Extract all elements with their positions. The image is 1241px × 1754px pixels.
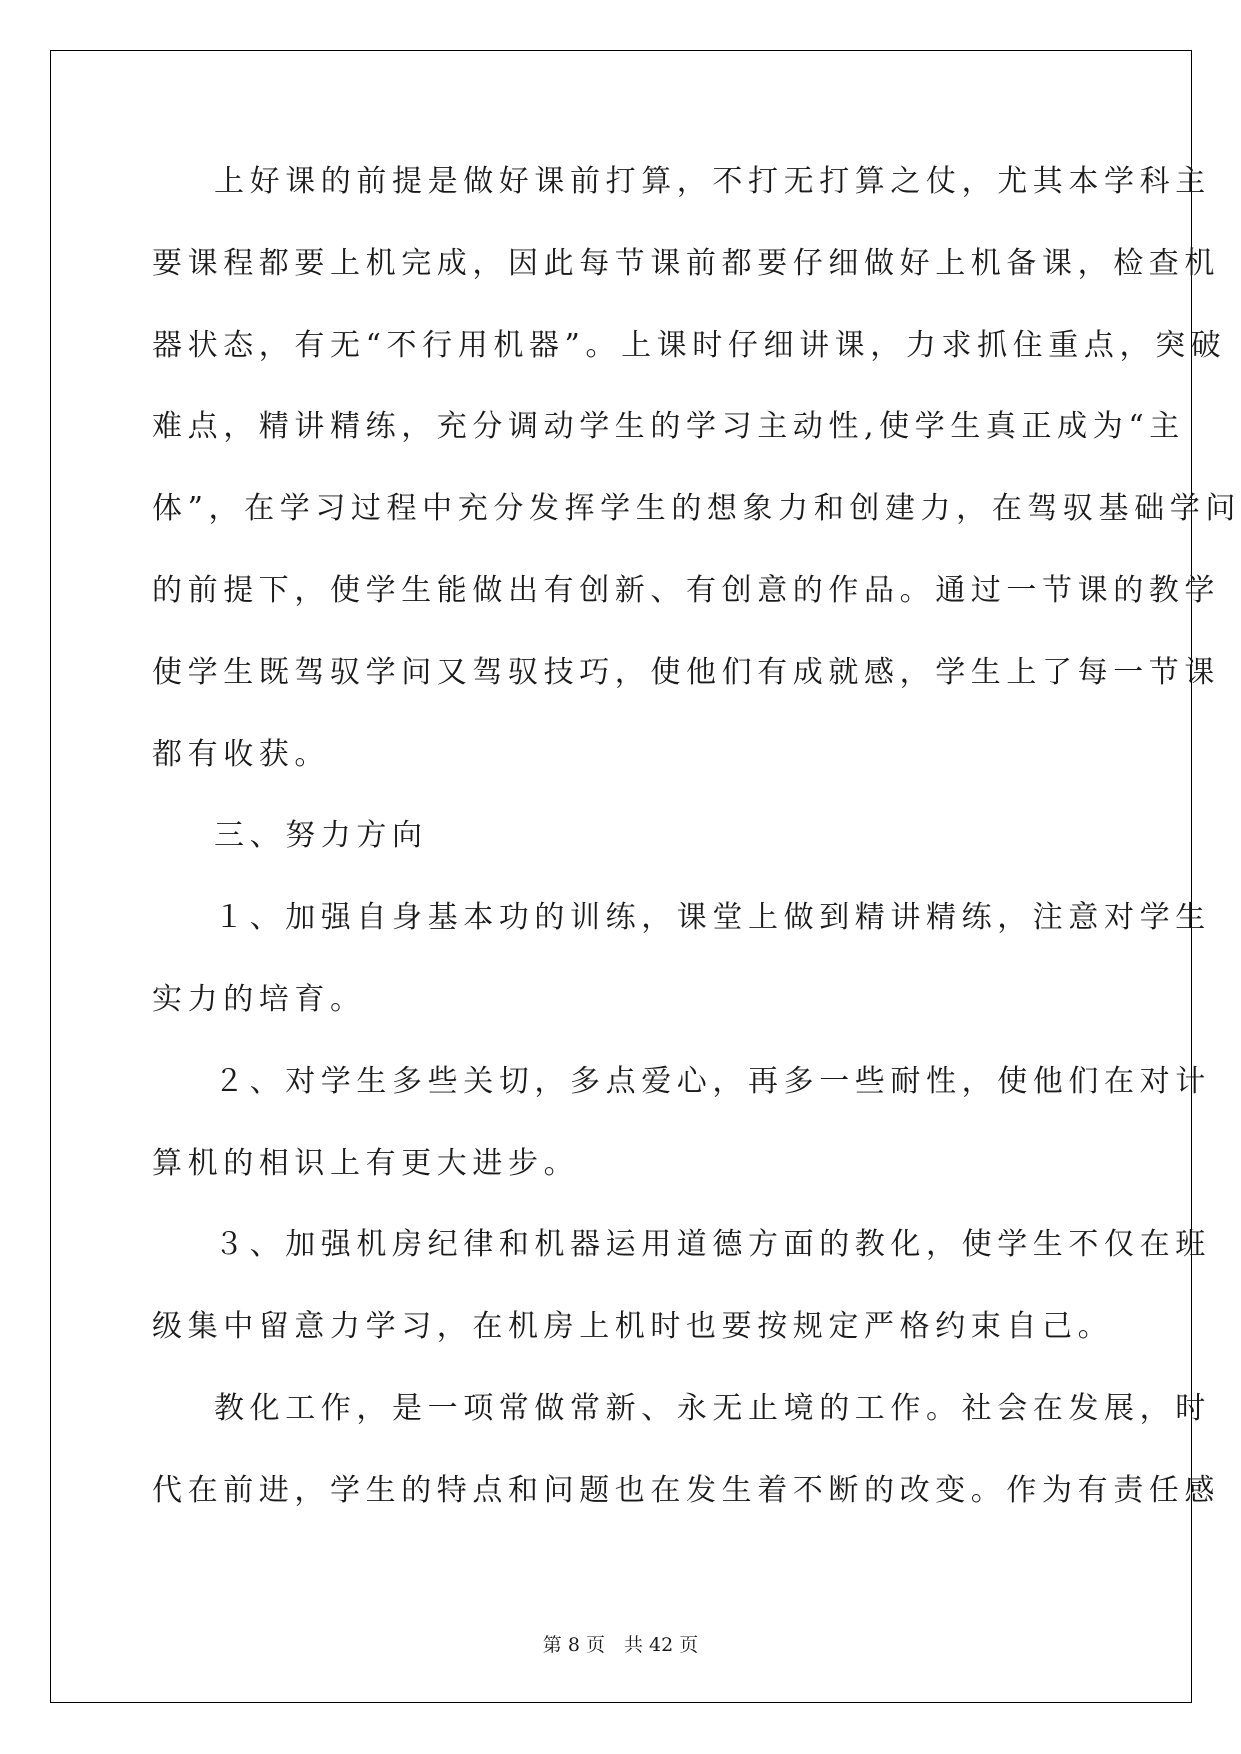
paragraph-line: 要课程都要上机完成，因此每节课前都要仔细做好上机备课，检查机 [152, 245, 1220, 281]
paragraph-line: 体”，在学习过程中充分发挥学生的想象力和创建力，在驾驭基础学问 [152, 491, 1241, 527]
paragraph-line: 都有收获。 [152, 736, 330, 772]
paragraph-line: 难点，精讲精练，充分调动学生的学习主动性,使学生真正成为“主 [152, 409, 1185, 445]
list-item-line: 算机的相识上有更大进步。 [152, 1145, 580, 1181]
paragraph-line: 器状态，有无“不行用机器”。上课时仔细讲课，力求抓住重点，突破 [152, 327, 1227, 363]
page-number-footer: 第 8 页 共 42 页 [542, 1634, 699, 1656]
paragraph-line: 上好课的前提是做好课前打算，不打无打算之仗，尤其本学科主 [214, 164, 1211, 199]
paragraph-line: 代在前进，学生的特点和问题也在发生着不断的改变。作为有责任感 [152, 1472, 1220, 1508]
list-item-line: 级集中留意力学习，在机房上机时也要按规定严格约束自己。 [152, 1309, 1114, 1345]
paragraph-line: 的前提下，使学生能做出有创新、有创意的作品。通过一节课的教学 [152, 572, 1220, 608]
list-item-line: ２、对学生多些关切，多点爱心，再多一些耐性，使他们在对计 [214, 1063, 1211, 1099]
list-item-line: １、加强自身基本功的训练，课堂上做到精讲精练，注意对学生 [214, 900, 1211, 936]
document-body [152, 162, 1241, 1553]
list-item-line: 实力的培育。 [152, 981, 366, 1017]
paragraph-line: 使学生既驾驭学问又驾驭技巧，使他们有成就感，学生上了每一节课 [152, 654, 1220, 690]
paragraph-line: 教化工作，是一项常做常新、永无止境的工作。社会在发展，时 [214, 1390, 1211, 1426]
list-item-line: ３、加强机房纪律和机器运用道德方面的教化，使学生不仅在班 [214, 1227, 1211, 1263]
section-heading: 三、努力方向 [214, 818, 428, 854]
